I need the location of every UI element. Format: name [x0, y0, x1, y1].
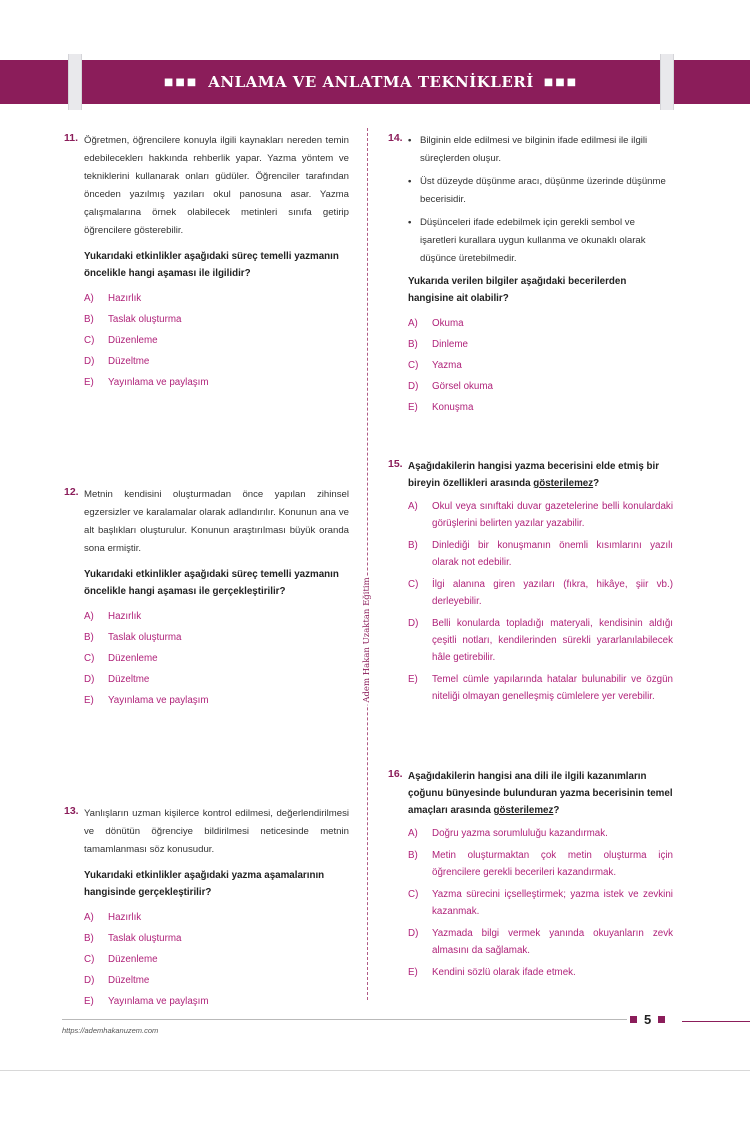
option-d[interactable]: D) Görsel okuma [408, 381, 493, 392]
title-deco-left: ■■■ [163, 76, 199, 88]
option-e[interactable]: E) Kendini sözlü olarak ifade etmek. [408, 967, 576, 978]
question-14 [388, 132, 673, 418]
option-a[interactable]: A) Hazırlık [84, 293, 142, 304]
question-stem: Aşağıdakilerin hangisi ana dili ile ilgili kazanımların çoğunu bünyesinde bulunduran yazma becerisinin temel amaçları arasında gösterilemez? [408, 771, 673, 816]
bullet-item: • Bilginin elde edilmesi ve bilginin ifade edilmesi ile ilgili süreçlerden oluşur. [408, 135, 648, 164]
option-e[interactable]: E) Yayınlama ve paylaşım [84, 996, 209, 1007]
option-c[interactable]: C) Düzenleme [84, 335, 158, 346]
option-d[interactable]: D) Düzeltme [84, 975, 150, 986]
option-b[interactable]: B) Dinlediği bir konuşmanın önemli kısımlarını yazılı olarak not edebilir. [408, 540, 673, 568]
page-number: 5 [644, 1012, 652, 1027]
option-c[interactable]: C) Düzenleme [84, 653, 158, 664]
bullet-item: • Üst düzeyde düşünme aracı, düşünme üzerinde düşünme becerisidir. [408, 176, 666, 205]
question-number: 14. [388, 132, 403, 144]
question-13 [64, 805, 349, 1012]
question-text: Yanlışların uzman kişilerce kontrol edilmesi, değerlendirilmesi ve dönütün öğrenciye bildirilmesi neticesinde metnin tamamlanması söz konusudur. [84, 808, 349, 855]
negative-keyword: gösterilemez [493, 805, 554, 816]
option-b[interactable]: B) Dinleme [408, 339, 468, 350]
question-stem: Yukarıdaki etkinlikler aşağıdaki süreç temelli yazmanın öncelikle hangi aşaması ile gerçekleştirilir? [84, 569, 339, 597]
answer-options [408, 498, 673, 705]
bullet-item: • Düşünceleri ifade edebilmek için gerekli sembol ve işaretleri kurallara uygun kullanma ve okunaklı olarak düşünce üretebilmedir. [408, 217, 646, 264]
question-16 [388, 768, 673, 986]
option-b[interactable]: B) Taslak oluşturma [84, 933, 182, 944]
answer-options [408, 313, 673, 418]
question-text: Metnin kendisini oluşturmadan önce yapılan zihinsel egzersizler ve karalamalar olarak adlandırılır. Konunun ana ve alt başlıkları oluşturulur. Konunun araştırılması büyük oranda sona ermiştir. [84, 489, 349, 554]
option-e[interactable]: E) Konuşma [408, 402, 474, 413]
question-11 [64, 132, 349, 393]
answer-options [408, 825, 673, 981]
option-d[interactable]: D) Belli konularda topladığı materyali, kendisinin aldığı çeşitli notları, kendilerinden sürekli yararlanılabilecek hâle getirebilir. [408, 618, 673, 663]
square-icon [658, 1016, 665, 1023]
question-number: 12. [64, 486, 79, 498]
option-a[interactable]: A) Okul veya sınıftaki duvar gazetelerine belli konulardaki görüşlerini belirten yazılar yazabilir. [408, 501, 673, 529]
option-d[interactable]: D) Düzeltme [84, 356, 150, 367]
option-a[interactable]: A) Okuma [408, 318, 464, 329]
side-label: Adem Hakan Uzaktan Eğitim [362, 577, 372, 703]
answer-options [84, 606, 349, 711]
option-c[interactable]: C) Yazma sürecini içselleştirmek; yazma istek ve zevkini kazanmak. [408, 889, 673, 917]
bullet-list [408, 132, 673, 268]
answer-options [84, 288, 349, 393]
negative-keyword: gösterilemez [533, 478, 594, 489]
option-d[interactable]: D) Yazmada bilgi vermek yanında okuyanların zevk almasını da sağlamak. [408, 928, 673, 956]
option-d[interactable]: D) Düzeltme [84, 674, 150, 685]
question-stem: Yukarıdaki etkinlikler aşağıdaki yazma aşamalarının hangisinde gerçekleştirilir? [84, 870, 325, 898]
side-watermark [359, 560, 375, 720]
answer-options [84, 907, 349, 1012]
option-a[interactable]: A) Hazırlık [84, 611, 142, 622]
question-number: 15. [388, 458, 403, 470]
question-15 [388, 458, 673, 710]
question-stem: Aşağıdakilerin hangisi yazma becerisini elde etmiş bir bireyin özellikleri arasında gösterilemez? [408, 461, 660, 489]
square-icon [630, 1016, 637, 1023]
option-c[interactable]: C) Yazma [408, 360, 462, 371]
title-deco-right: ■■■ [543, 76, 579, 88]
option-b[interactable]: B) Taslak oluşturma [84, 314, 182, 325]
question-12 [64, 486, 349, 711]
page-title-bar [82, 60, 660, 104]
page-number-block [630, 1012, 665, 1027]
footer-url[interactable]: https://ademhakanuzem.com [62, 1026, 159, 1035]
question-number: 11. [64, 132, 79, 144]
question-number: 16. [388, 768, 403, 780]
question-text: Öğretmen, öğrencilere konuyla ilgili kaynakları nereden temin edebileceklerı hakkında rehberlik yapar. Yazma yöntem ve tekniklerini kullanarak onları güdüler. Öğrenciler tarafından önceden yazılmış yazıları okul panosuna asar. Yazma çalışmalarına örnek olabilecek metinleri sınıfa getirip öğrencilere gösterebilir. [84, 135, 349, 236]
option-b[interactable]: B) Taslak oluşturma [84, 632, 182, 643]
page-title: ANLAMA VE ANLATMA TEKNİKLERİ [208, 73, 534, 91]
footer-rule-right [682, 1021, 750, 1022]
option-a[interactable]: A) Hazırlık [84, 912, 142, 923]
option-b[interactable]: B) Metin oluşturmaktan çok metin oluşturma için öğrencilere gerekli becerileri kazandırmak. [408, 850, 673, 878]
question-stem: Yukarıdaki etkinlikler aşağıdaki süreç temelli yazmanın öncelikle hangi aşaması ile ilgilidir? [84, 251, 339, 279]
page-bottom-edge [0, 1070, 750, 1071]
option-e[interactable]: E) Yayınlama ve paylaşım [84, 695, 209, 706]
option-c[interactable]: C) İlgi alanına giren yazıları (fıkra, hikâye, şiir vb.) derleyebilir. [408, 579, 673, 607]
question-number: 13. [64, 805, 79, 817]
option-e[interactable]: E) Yayınlama ve paylaşım [84, 377, 209, 388]
option-e[interactable]: E) Temel cümle yapılarında hatalar bulunabilir ve özgün niteliği olmayan genelleşmiş cümlelere yer verebilir. [408, 674, 673, 702]
option-c[interactable]: C) Düzenleme [84, 954, 158, 965]
header-tab-right [660, 54, 674, 110]
header-tab-left [68, 54, 82, 110]
option-a[interactable]: A) Doğru yazma sorumluluğu kazandırmak. [408, 828, 608, 839]
question-stem: Yukarıda verilen bilgiler aşağıdaki becerilerden hangisine ait olabilir? [408, 276, 627, 304]
top-margin [0, 0, 750, 52]
footer-rule [62, 1019, 627, 1020]
